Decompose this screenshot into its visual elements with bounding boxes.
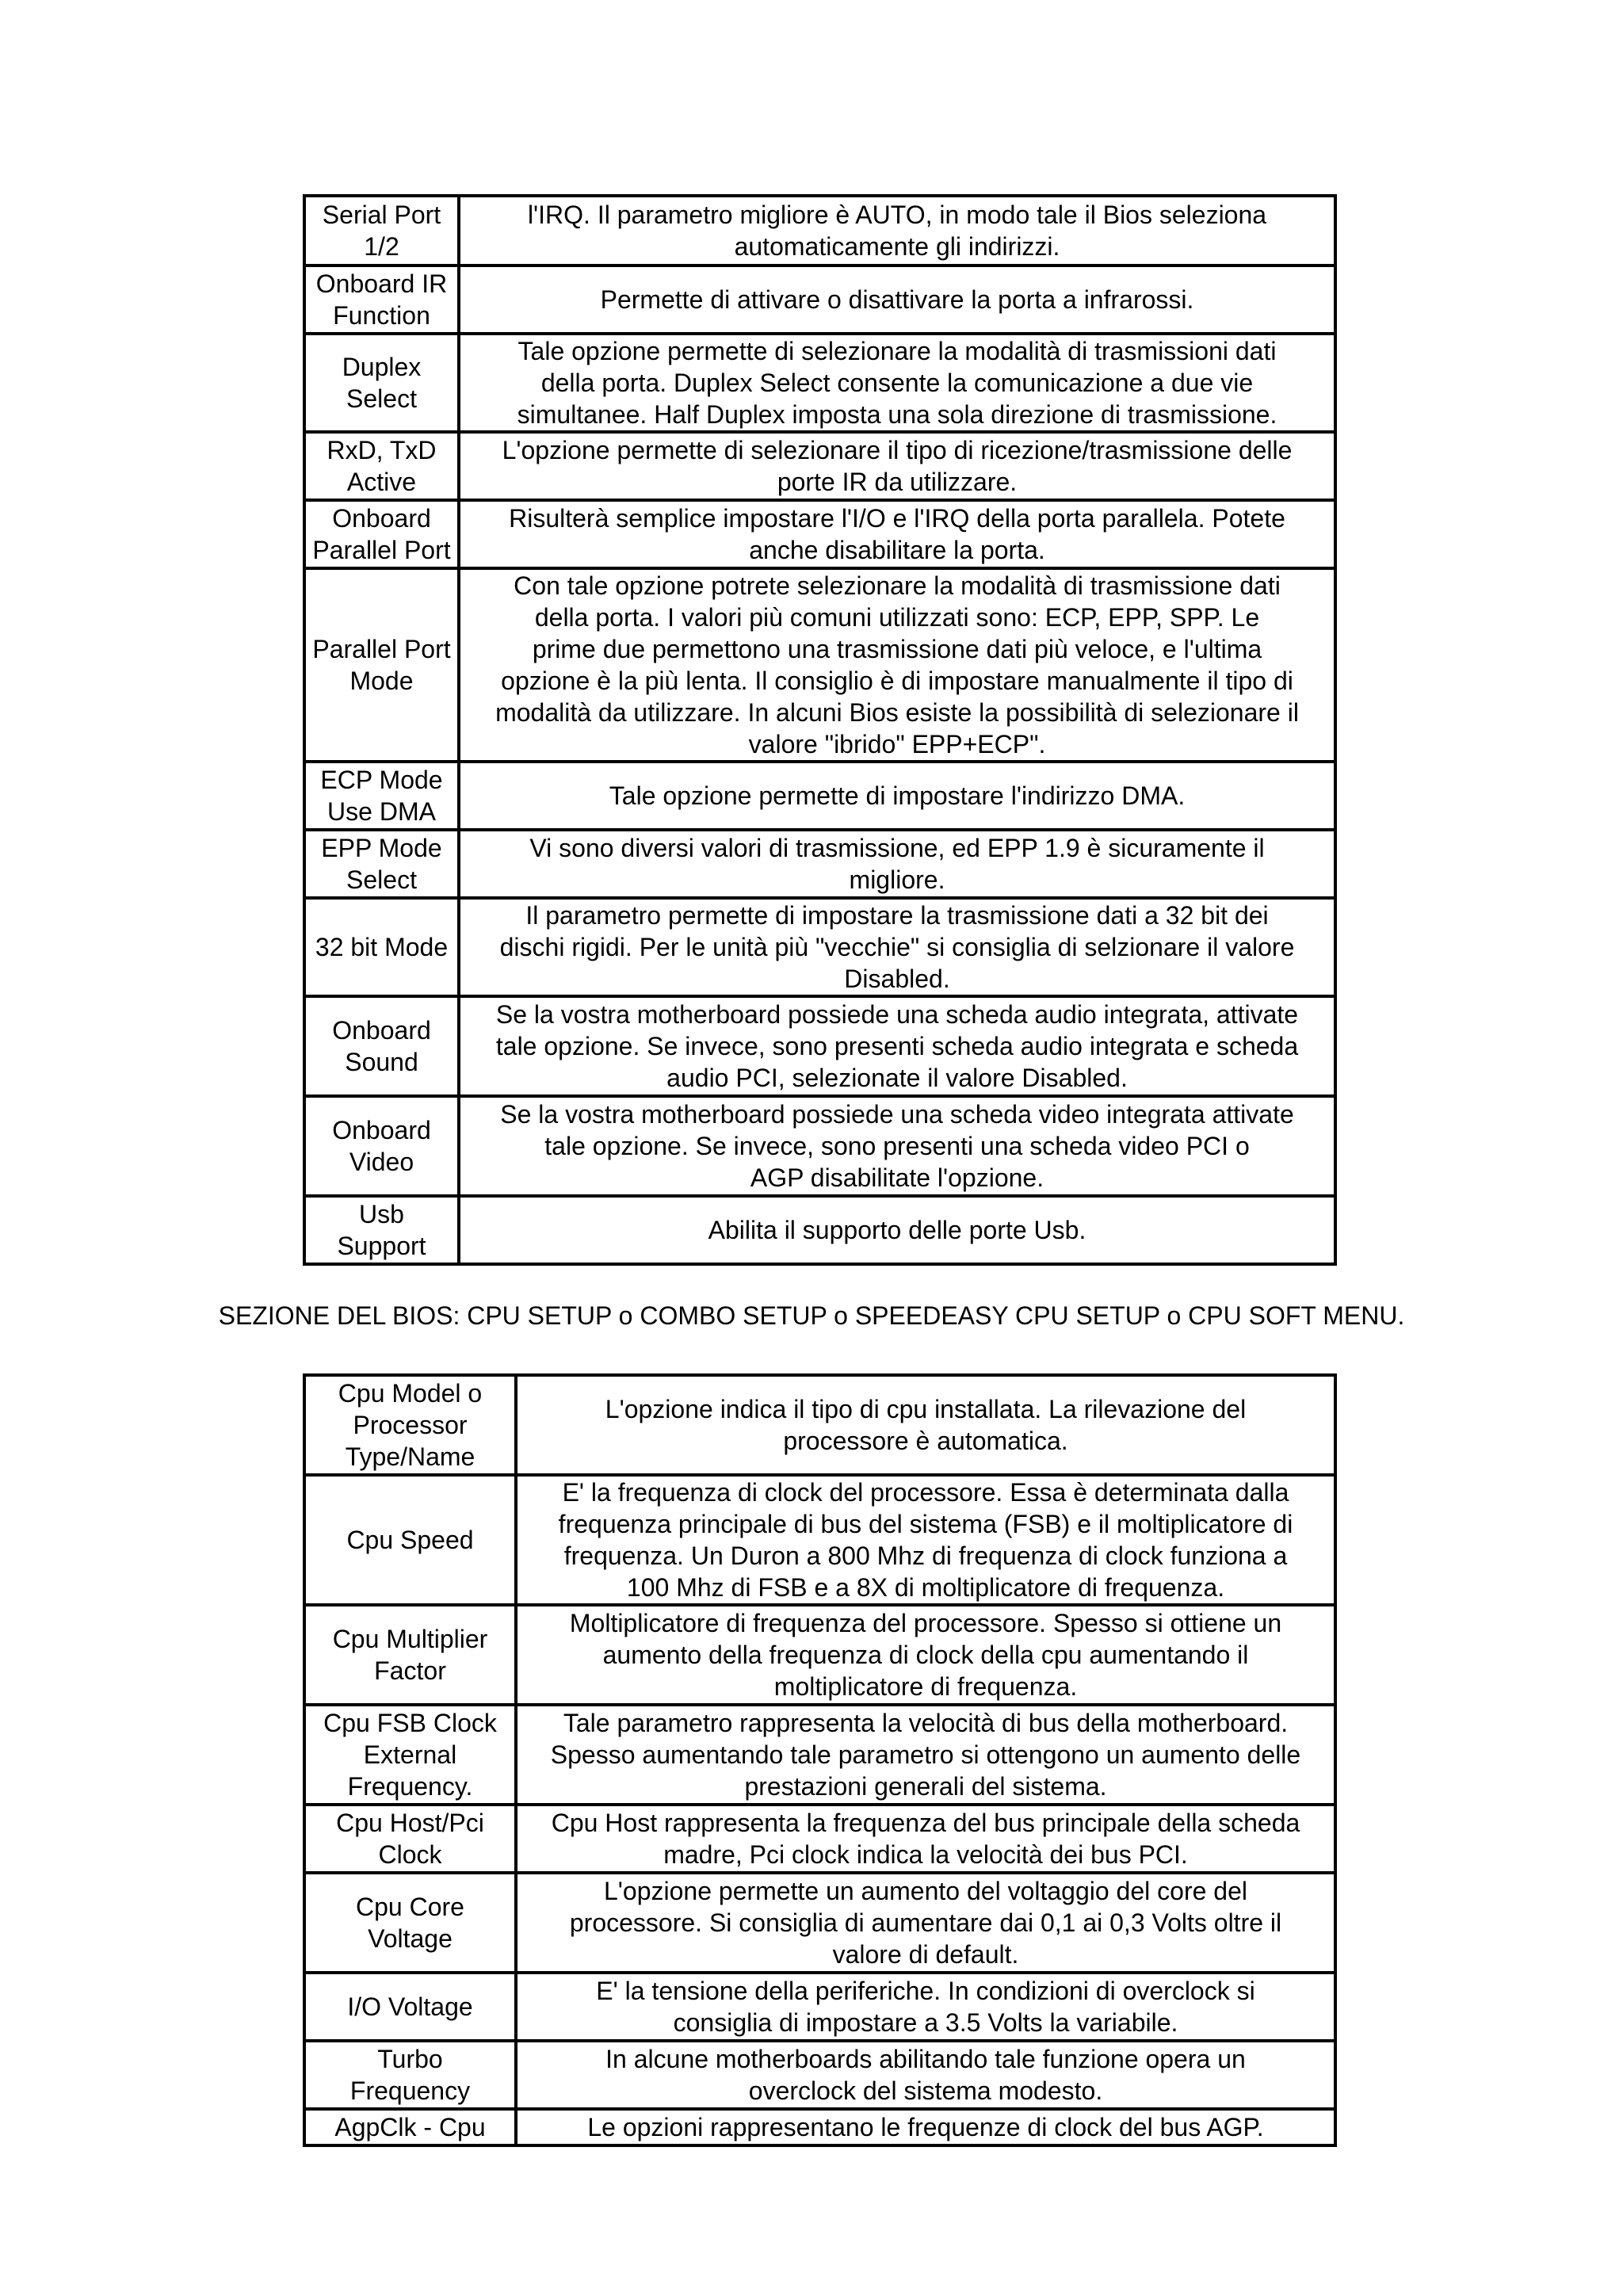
setting-description: Permette di attivare o disattivare la porta a infrarossi. — [459, 266, 1335, 334]
table-row — [304, 762, 1335, 830]
setting-name: RxD, TxD Active — [304, 432, 459, 500]
table-row — [304, 334, 1335, 432]
setting-description: Se la vostra motherboard possiede una scheda video integrata attivate tale opzione. Se invece, sono presenti una scheda video PCI o AGP disabilitate l'opzione. — [459, 1096, 1335, 1196]
table-row — [304, 1475, 1335, 1605]
setting-description: Tale opzione permette di impostare l'indirizzo DMA. — [459, 762, 1335, 830]
setting-description: Tale opzione permette di selezionare la modalità di trasmissioni dati della porta. Duplex Select consente la comunicazione a due vie simultanee. Half Duplex imposta una sola direzione di trasmissione. — [459, 334, 1335, 432]
setting-name: AgpClk - Cpu — [304, 2109, 516, 2145]
setting-name: Onboard Sound — [304, 996, 459, 1096]
setting-name: Turbo Frequency — [304, 2041, 516, 2109]
table-row — [304, 266, 1335, 334]
setting-description: Moltiplicatore di frequenza del processore. Spesso si ottiene un aumento della frequenza di clock della cpu aumentando il moltiplicatore di frequenza. — [516, 1605, 1335, 1705]
setting-name: Cpu Multiplier Factor — [304, 1605, 516, 1705]
setting-description: Tale parametro rappresenta la velocità di bus della motherboard. Spesso aumentando tale parametro si ottengono un aumento delle prestazioni generali del sistema. — [516, 1705, 1335, 1805]
setting-name: Onboard Video — [304, 1096, 459, 1196]
bios-settings-table-2 — [303, 1373, 1337, 2147]
table-row — [304, 1605, 1335, 1705]
table-row — [304, 1705, 1335, 1805]
table-row — [304, 500, 1335, 568]
table-row — [304, 1375, 1335, 1475]
setting-name: 32 bit Mode — [304, 898, 459, 996]
setting-description: Il parametro permette di impostare la trasmissione dati a 32 bit dei dischi rigidi. Per le unità più "vecchie" si consiglia di selzionare il valore Disabled. — [459, 898, 1335, 996]
setting-description: Con tale opzione potrete selezionare la modalità di trasmissione dati della porta. I valori più comuni utilizzati sono: ECP, EPP, SPP. Le prime due permettono una trasmissione dati più veloce, e l'ultima opzione è la più lenta. Il consiglio è di impostare manualmente il tipo di modalità da utilizzare. In alcuni Bios esiste la possibilità di selezionare il valore "ibrido" EPP+ECP". — [459, 568, 1335, 762]
table-row — [304, 898, 1335, 996]
table-row — [304, 196, 1335, 266]
setting-name: Parallel Port Mode — [304, 568, 459, 762]
setting-description: E' la tensione della periferiche. In condizioni di overclock si consiglia di impostare a 3.5 Volts la variabile. — [516, 1973, 1335, 2041]
setting-name: Serial Port 1/2 — [304, 196, 459, 266]
setting-name: Duplex Select — [304, 334, 459, 432]
setting-description: L'opzione permette di selezionare il tipo di ricezione/trasmissione delle porte IR da utilizzare. — [459, 432, 1335, 500]
table-row — [304, 2041, 1335, 2109]
setting-name: Cpu Speed — [304, 1475, 516, 1605]
setting-description: Risulterà semplice impostare l'I/O e l'IRQ della porta parallela. Potete anche disabilitare la porta. — [459, 500, 1335, 568]
setting-name: EPP Mode Select — [304, 830, 459, 898]
setting-description: Abilita il supporto delle porte Usb. — [459, 1196, 1335, 1264]
setting-description: L'opzione indica il tipo di cpu installata. La rilevazione del processore è automatica. — [516, 1375, 1335, 1475]
setting-name: I/O Voltage — [304, 1973, 516, 2041]
setting-description: Vi sono diversi valori di trasmissione, ed EPP 1.9 è sicuramente il migliore. — [459, 830, 1335, 898]
table-row — [304, 1805, 1335, 1873]
table-row — [304, 1196, 1335, 1264]
setting-name: Onboard Parallel Port — [304, 500, 459, 568]
setting-description: Cpu Host rappresenta la frequenza del bus principale della scheda madre, Pci clock indica la velocità dei bus PCI. — [516, 1805, 1335, 1873]
table-row — [304, 1096, 1335, 1196]
table-row — [304, 432, 1335, 500]
setting-description: Se la vostra motherboard possiede una scheda audio integrata, attivate tale opzione. Se invece, sono presenti scheda audio integrata e scheda audio PCI, selezionate il valore Disabled. — [459, 996, 1335, 1096]
setting-name: Cpu Host/Pci Clock — [304, 1805, 516, 1873]
setting-name: Cpu FSB Clock External Frequency. — [304, 1705, 516, 1805]
table-row — [304, 1873, 1335, 1973]
bios-settings-table-1 — [303, 194, 1337, 1266]
table-row — [304, 2109, 1335, 2145]
setting-name: Cpu Core Voltage — [304, 1873, 516, 1973]
setting-description: Le opzioni rappresentano le frequenze di clock del bus AGP. — [516, 2109, 1335, 2145]
setting-description: E' la frequenza di clock del processore. Essa è determinata dalla frequenza principale di bus del sistema (FSB) e il moltiplicatore di frequenza. Un Duron a 800 Mhz di frequenza di clock funziona a 100 Mhz di FSB e a 8X di moltiplicatore di frequenza. — [516, 1475, 1335, 1605]
table-row — [304, 996, 1335, 1096]
setting-description: L'opzione permette un aumento del voltaggio del core del processore. Si consiglia di aumentare dai 0,1 ai 0,3 Volts oltre il valore di default. — [516, 1873, 1335, 1973]
setting-name: ECP Mode Use DMA — [304, 762, 459, 830]
table-row — [304, 830, 1335, 898]
setting-name: Cpu Model o Processor Type/Name — [304, 1375, 516, 1475]
setting-description: l'IRQ. Il parametro migliore è AUTO, in modo tale il Bios seleziona automaticamente gli indirizzi. — [459, 196, 1335, 266]
table-row — [304, 1973, 1335, 2041]
section-heading: SEZIONE DEL BIOS: CPU SETUP o COMBO SETUP o SPEEDEASY CPU SETUP o CPU SOFT MENU. — [218, 1301, 1405, 1330]
setting-name: Usb Support — [304, 1196, 459, 1264]
table-row — [304, 568, 1335, 762]
setting-name: Onboard IR Function — [304, 266, 459, 334]
setting-description: In alcune motherboards abilitando tale funzione opera un overclock del sistema modesto. — [516, 2041, 1335, 2109]
